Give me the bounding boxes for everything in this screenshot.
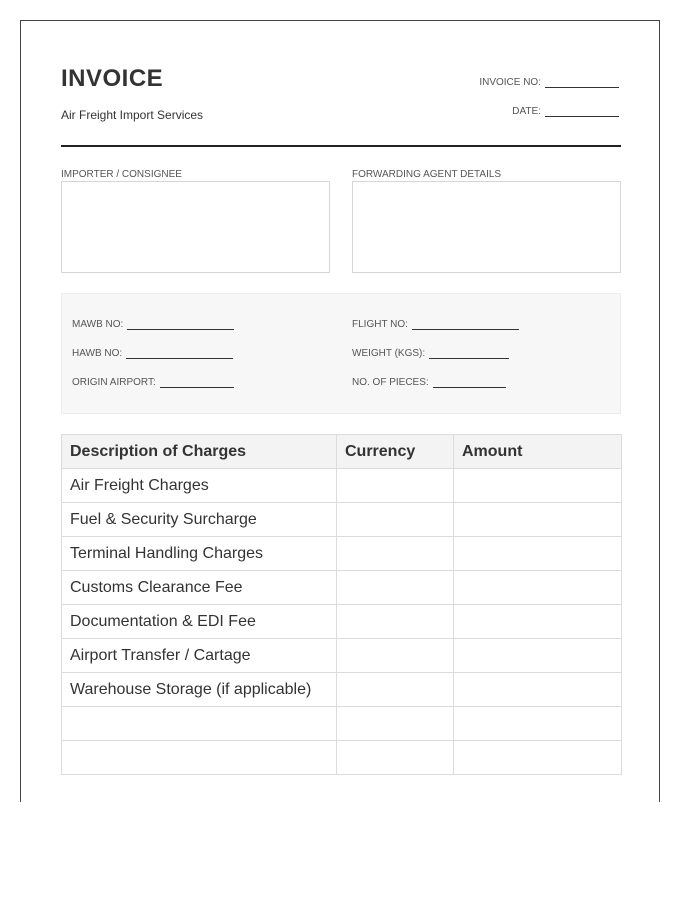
currency-cell[interactable]	[337, 741, 454, 775]
description-column-header: Description of Charges	[62, 435, 337, 469]
pieces-field	[352, 377, 506, 388]
charge-description: Documentation & EDI Fee	[62, 605, 337, 639]
amount-cell[interactable]	[454, 537, 622, 571]
date-blank[interactable]	[545, 106, 619, 117]
currency-cell[interactable]	[337, 605, 454, 639]
mawb-label: MAWB NO:	[72, 319, 124, 330]
currency-column-header: Currency	[337, 435, 454, 469]
amount-column-header: Amount	[454, 435, 622, 469]
origin-airport-blank[interactable]	[160, 377, 234, 388]
weight-field	[352, 348, 509, 359]
header-divider	[61, 145, 621, 147]
date-field	[512, 106, 619, 117]
weight-label: WEIGHT (KGS):	[352, 348, 426, 359]
charges-header-row	[62, 435, 622, 469]
charge-description[interactable]	[62, 707, 337, 741]
table-row	[62, 673, 622, 707]
mawb-field	[72, 319, 234, 330]
flight-blank[interactable]	[412, 319, 519, 330]
invoice-number-field	[479, 77, 619, 88]
origin-airport-field	[72, 377, 234, 388]
currency-cell[interactable]	[337, 707, 454, 741]
flight-label: FLIGHT NO:	[352, 319, 408, 330]
amount-cell[interactable]	[454, 741, 622, 775]
pieces-blank[interactable]	[433, 377, 506, 388]
invoice-number-label: INVOICE NO:	[479, 77, 541, 88]
table-row	[62, 741, 622, 775]
amount-cell[interactable]	[454, 707, 622, 741]
importer-box[interactable]	[61, 181, 330, 273]
currency-cell[interactable]	[337, 537, 454, 571]
charge-description: Air Freight Charges	[62, 469, 337, 503]
currency-cell[interactable]	[337, 673, 454, 707]
table-row	[62, 537, 622, 571]
currency-cell[interactable]	[337, 571, 454, 605]
origin-airport-label: ORIGIN AIRPORT:	[72, 377, 156, 388]
table-row	[62, 469, 622, 503]
currency-cell[interactable]	[337, 469, 454, 503]
charge-description[interactable]	[62, 741, 337, 775]
shipment-details-panel	[61, 293, 621, 414]
amount-cell[interactable]	[454, 571, 622, 605]
hawb-blank[interactable]	[126, 348, 233, 359]
agent-box[interactable]	[352, 181, 621, 273]
table-row	[62, 639, 622, 673]
table-row	[62, 503, 622, 537]
mawb-blank[interactable]	[127, 319, 234, 330]
amount-cell[interactable]	[454, 673, 622, 707]
hawb-field	[72, 348, 233, 359]
table-row	[62, 707, 622, 741]
charge-description: Warehouse Storage (if applicable)	[62, 673, 337, 707]
pieces-label: NO. OF PIECES:	[352, 377, 429, 388]
table-row	[62, 605, 622, 639]
charge-description: Airport Transfer / Cartage	[62, 639, 337, 673]
amount-cell[interactable]	[454, 605, 622, 639]
flight-field	[352, 319, 519, 330]
weight-blank[interactable]	[429, 348, 509, 359]
charge-description: Fuel & Security Surcharge	[62, 503, 337, 537]
charge-description: Customs Clearance Fee	[62, 571, 337, 605]
amount-cell[interactable]	[454, 639, 622, 673]
invoice-sheet	[20, 20, 660, 802]
agent-label: FORWARDING AGENT DETAILS	[352, 169, 502, 180]
invoice-number-blank[interactable]	[545, 77, 619, 88]
invoice-title: INVOICE	[61, 65, 164, 92]
date-label: DATE:	[512, 106, 541, 117]
currency-cell[interactable]	[337, 503, 454, 537]
hawb-label: HAWB NO:	[72, 348, 123, 359]
charge-description: Terminal Handling Charges	[62, 537, 337, 571]
table-row	[62, 571, 622, 605]
invoice-subtitle: Air Freight Import Services	[61, 108, 204, 122]
amount-cell[interactable]	[454, 503, 622, 537]
charges-table	[61, 434, 622, 775]
amount-cell[interactable]	[454, 469, 622, 503]
currency-cell[interactable]	[337, 639, 454, 673]
importer-label: IMPORTER / CONSIGNEE	[61, 169, 182, 180]
